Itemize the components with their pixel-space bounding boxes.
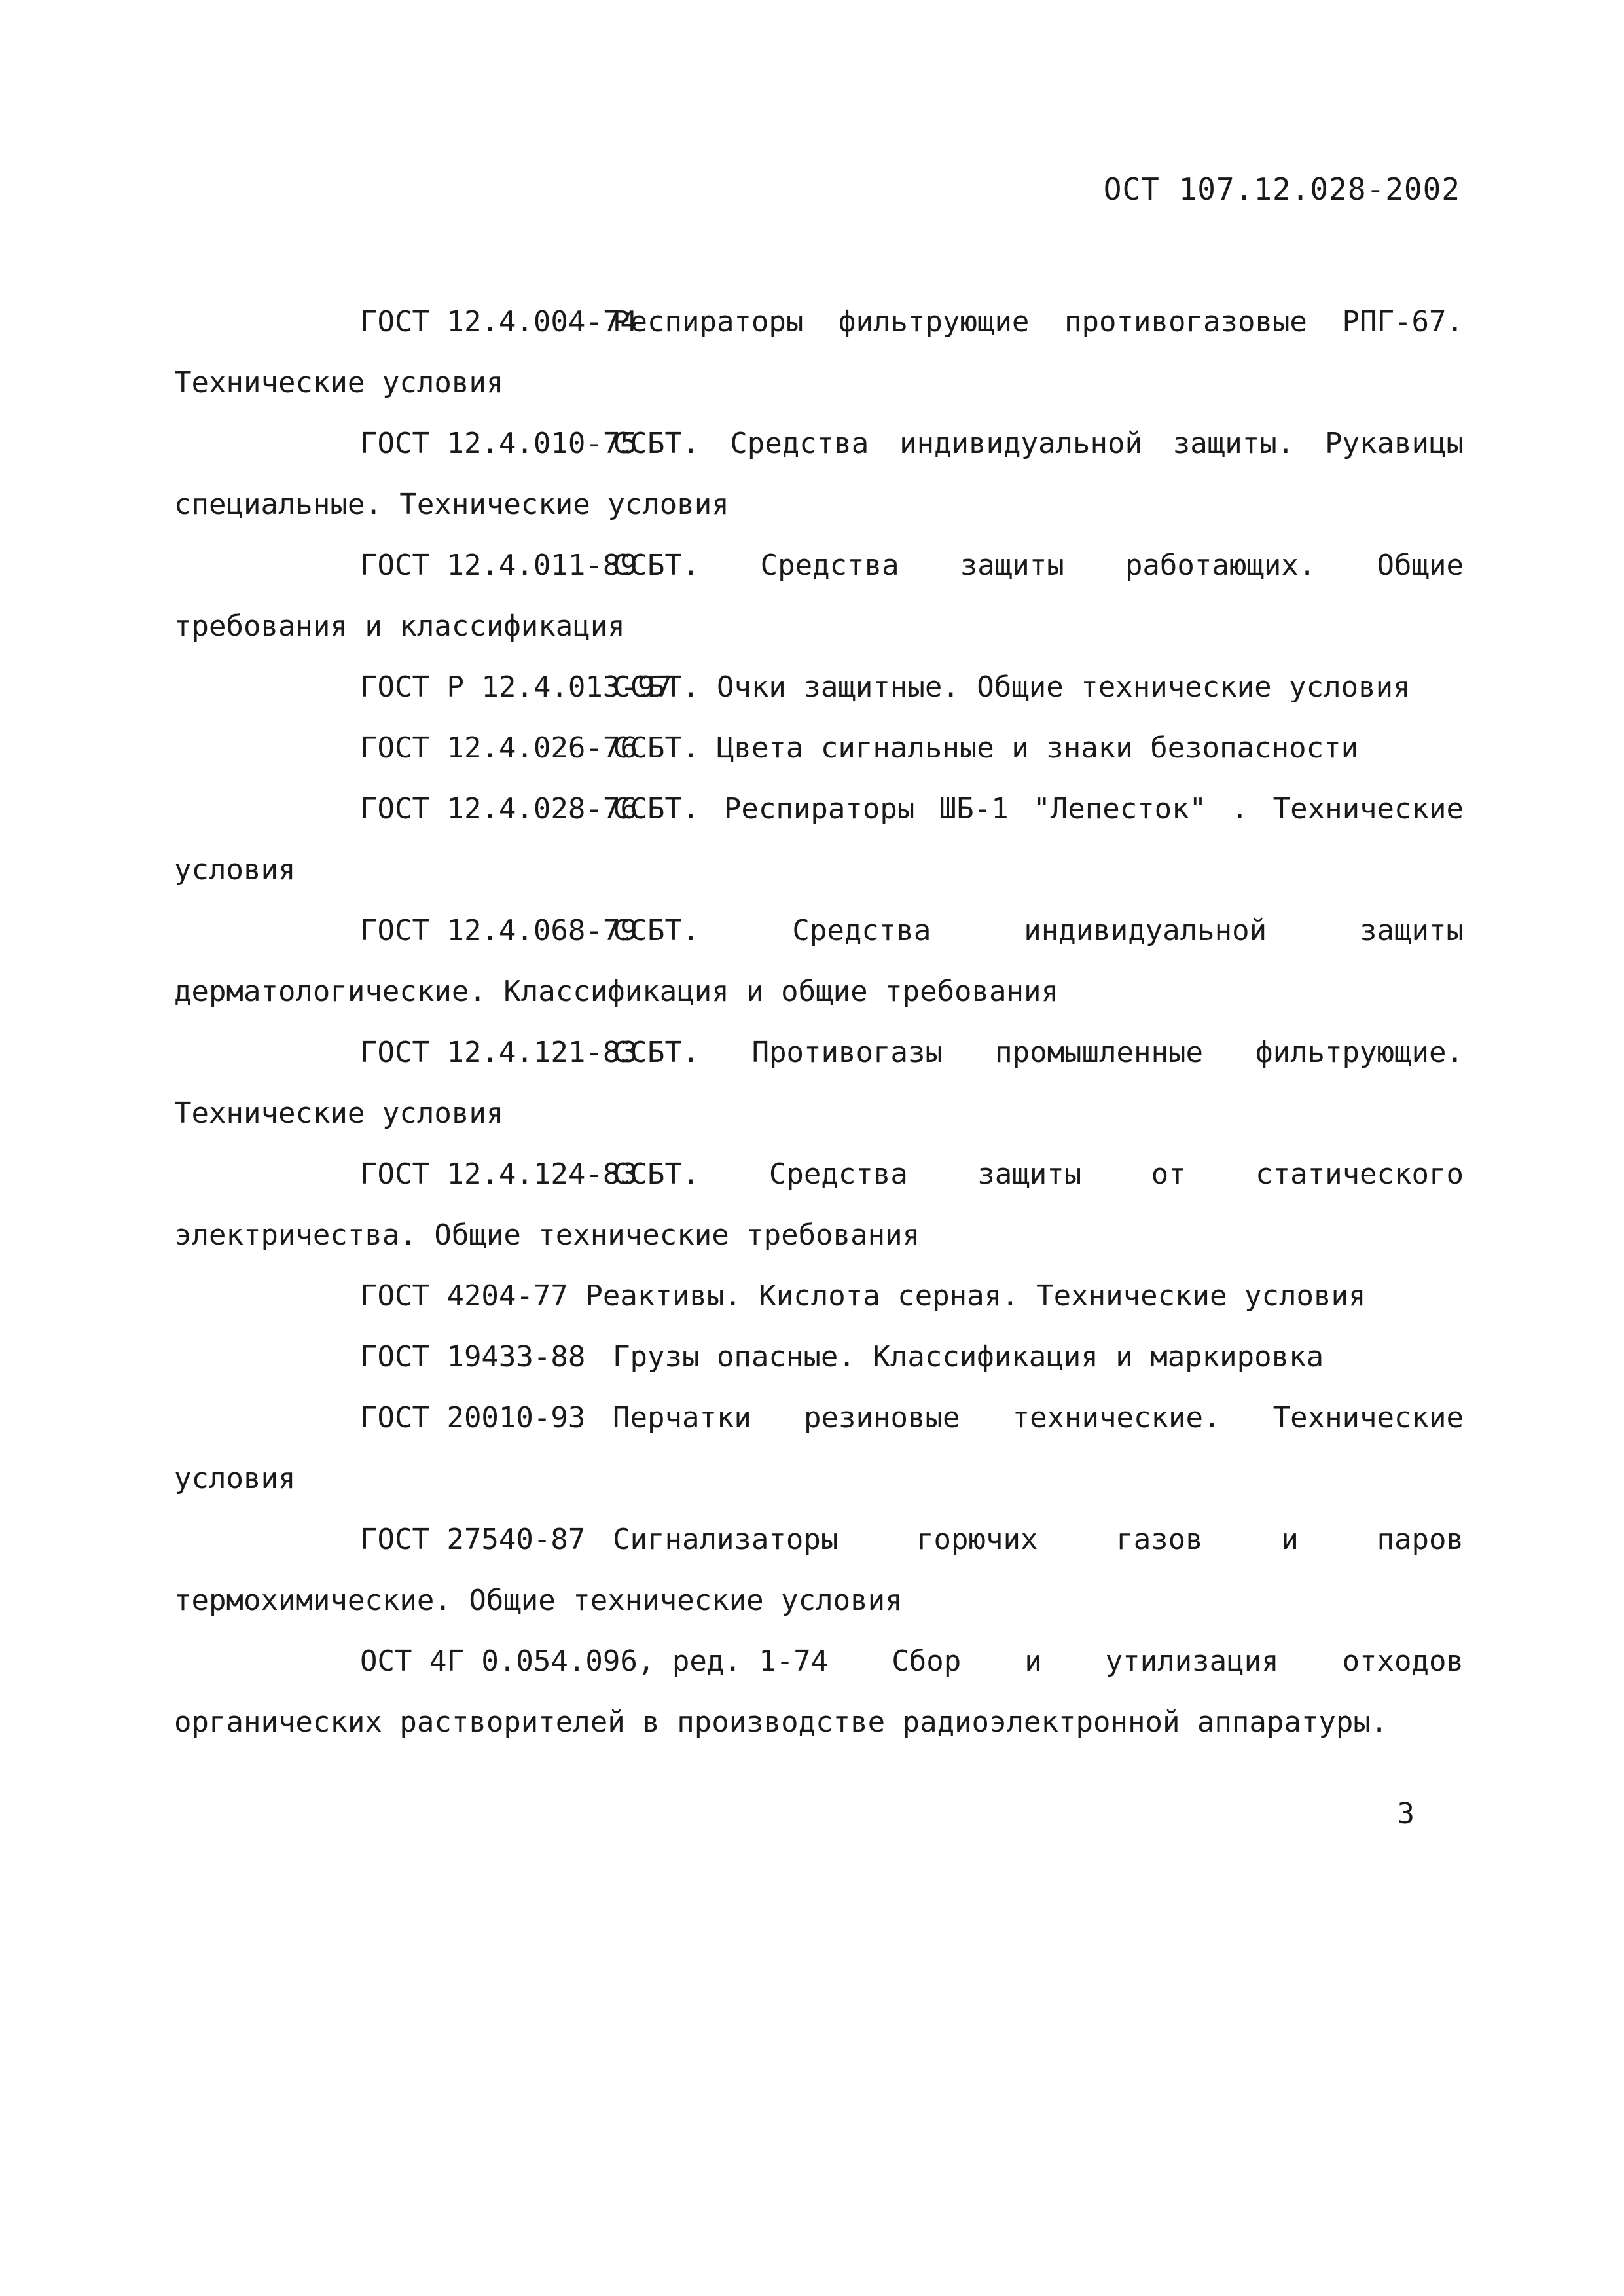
page-number: 3 [1397, 1797, 1415, 1831]
reference-title: Респираторы фильтрующие противогазовые РПГ-67. Технические условия [174, 305, 1464, 399]
reference-title: ССБТ. Очки защитные. Общие технические условия [613, 670, 1411, 704]
reference-title: Перчатки резиновые технические. Технические условия [174, 1401, 1464, 1495]
reference-code: ГОСТ 4204-77 [360, 1279, 568, 1313]
reference-item [174, 657, 1464, 718]
reference-code: ГОСТ 12.4.010-75 [360, 427, 638, 460]
reference-item [174, 413, 1464, 535]
reference-code: ГОСТ 12.4.124-83 [360, 1157, 638, 1191]
reference-item [174, 1387, 1464, 1509]
reference-code: ГОСТ Р 12.4.013-97 [360, 670, 672, 704]
reference-title: Сбор и утилизация отходов органических растворителей в производстве радиоэлектронной аппаратуры. [174, 1645, 1464, 1739]
reference-item [174, 291, 1464, 413]
reference-item [174, 718, 1464, 778]
reference-title: Реактивы. Кислота серная. Технические условия [585, 1279, 1366, 1313]
reference-title: ССБТ. Средства защиты работающих. Общие требования и классификация [174, 549, 1464, 643]
reference-item [174, 1022, 1464, 1144]
reference-title: ССБТ. Респираторы ШБ-1 "Лепесток" . Технические условия [174, 792, 1464, 886]
reference-title: Грузы опасные. Классификация и маркировка [613, 1340, 1324, 1374]
reference-code: ОСТ 4Г 0.054.096, ред. 1-74 [360, 1645, 829, 1678]
reference-code: ГОСТ 12.4.028-76 [360, 792, 638, 826]
reference-code: ГОСТ 12.4.121-83 [360, 1036, 638, 1069]
reference-code: ГОСТ 20010-93 [360, 1401, 586, 1434]
reference-item [174, 778, 1464, 900]
reference-item [174, 1144, 1464, 1266]
reference-code: ГОСТ 27540-87 [360, 1523, 586, 1556]
reference-code: ГОСТ 12.4.026-76 [360, 731, 638, 765]
reference-title: ССБТ. Средства защиты от статического электричества. Общие технические требования [174, 1157, 1464, 1252]
reference-item [174, 535, 1464, 657]
reference-item [174, 1326, 1464, 1387]
reference-item [174, 1266, 1464, 1326]
reference-code: ГОСТ 12.4.004-74 [360, 305, 638, 338]
reference-code: ГОСТ 12.4.011-89 [360, 549, 638, 582]
reference-title: ССБТ. Цвета сигнальные и знаки безопасности [613, 731, 1359, 765]
reference-title: ССБТ. Средства индивидуальной защиты дерматологические. Классификация и общие требования [174, 914, 1464, 1008]
reference-item [174, 900, 1464, 1022]
document-code-header: ОСТ 107.12.028-2002 [1103, 172, 1460, 207]
reference-title: Сигнализаторы горючих газов и паров термохимические. Общие технические условия [174, 1523, 1464, 1617]
reference-title: ССБТ. Средства индивидуальной защиты. Рукавицы специальные. Технические условия [174, 427, 1464, 521]
reference-item [174, 1509, 1464, 1631]
reference-list [174, 291, 1464, 1753]
reference-code: ГОСТ 19433-88 [360, 1340, 586, 1374]
reference-item [174, 1631, 1464, 1753]
reference-code: ГОСТ 12.4.068-79 [360, 914, 638, 947]
reference-title: ССБТ. Противогазы промышленные фильтрующие. Технические условия [174, 1036, 1464, 1130]
